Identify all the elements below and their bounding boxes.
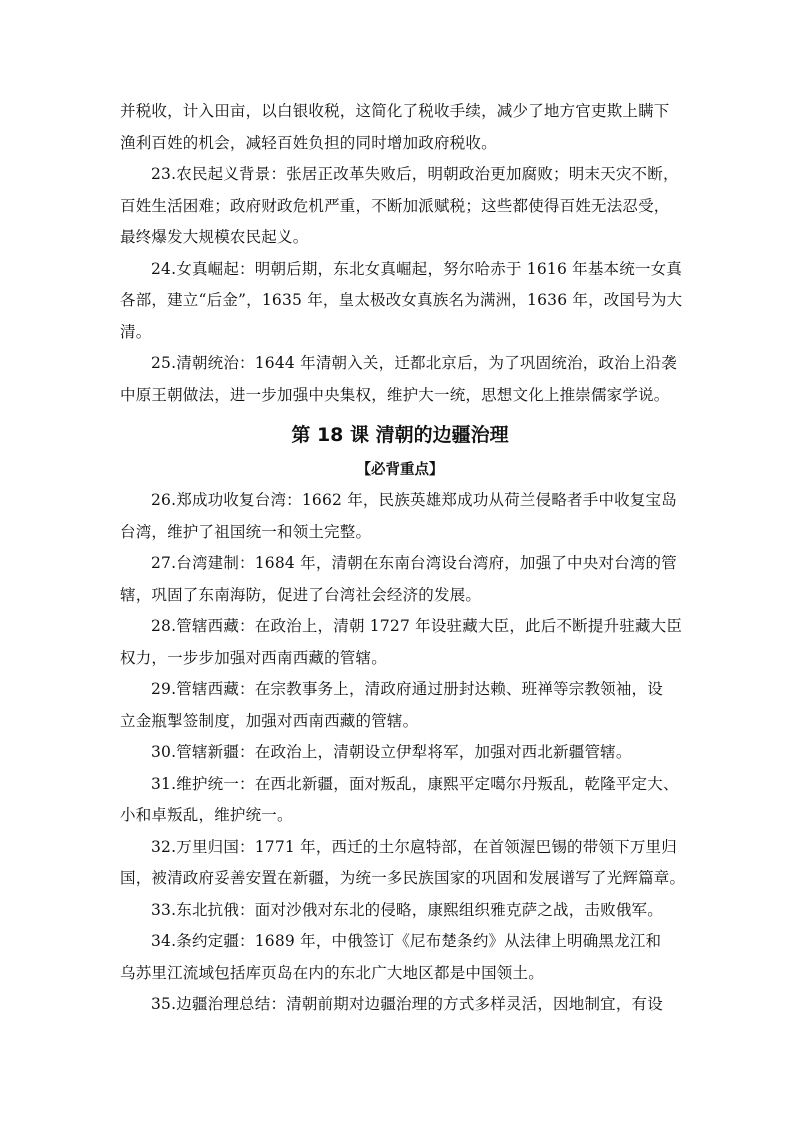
text-line: 小和卓叛乱，维护统一。 xyxy=(120,806,293,824)
paragraph-26 xyxy=(120,485,680,548)
document-page xyxy=(120,96,686,1021)
paragraph-32 xyxy=(120,832,686,895)
text-line: 立金瓶掣签制度，加强对西南西藏的管辖。 xyxy=(120,711,419,730)
paragraph-33 xyxy=(120,895,680,927)
paragraph-29 xyxy=(120,674,680,737)
text-line: 24.女真崛起：明朝后期，东北女真崛起，努尔哈赤于 1616 年基本统一女真 xyxy=(151,259,683,278)
text-line: 最终爆发大规模农民起义。 xyxy=(120,228,309,246)
text-line: 31.维护统一：在西北新疆，面对叛乱，康熙平定噶尔丹叛乱，乾隆平定大、 xyxy=(151,774,679,793)
paragraph-31 xyxy=(120,769,680,832)
paragraph-27 xyxy=(120,548,680,611)
text-line: 乌苏里江流域包括库页岛在内的东北广大地区都是中国领土。 xyxy=(120,963,544,982)
text-line: 国，被清政府妥善安置在新疆，为统一多民族国家的巩固和发展谱写了光辉篇章。 xyxy=(120,869,686,887)
paragraph-28 xyxy=(120,611,683,674)
text-line: 30.管辖新疆：在政治上，清朝设立伊犁将军，加强对西北新疆管辖。 xyxy=(151,743,632,761)
paragraph-30 xyxy=(120,737,680,769)
lesson-title: 第 18 课 清朝的边疆治理 xyxy=(291,424,509,446)
text-line: 渔利百姓的机会，减轻百姓负担的同时增加政府税收。 xyxy=(120,133,497,152)
paragraph-34 xyxy=(120,926,680,989)
text-line: 28.管辖西藏：在政治上，清朝 1727 年设驻藏大臣，此后不断提升驻藏大臣 xyxy=(151,617,683,635)
text-line: 25.清朝统治：1644 年清朝入关，迁都北京后，为了巩固统治，政治上沿袭 xyxy=(151,354,677,372)
text-line: 26.郑成功收复台湾：1662 年，民族英雄郑成功从荷兰侵略者手中收复宝岛 xyxy=(151,491,677,509)
text-line: 百姓生活困难；政府财政危机严重，不断加派赋税；这些都使得百姓无法忍受， xyxy=(120,196,670,215)
paragraph-35 xyxy=(120,989,680,1021)
text-line: 权力，一步步加强对西南西藏的管辖。 xyxy=(120,648,387,667)
text-line: 32.万里归国：1771 年，西迁的土尔扈特部，在首领渥巴锡的带领下万里归 xyxy=(151,837,677,856)
section-title: 【必背重点】 xyxy=(356,462,444,478)
text-line: 台湾，维护了祖国统一和领土完整。 xyxy=(120,522,372,541)
paragraph-23 xyxy=(120,159,680,254)
text-line: 辖，巩固了东南海防，促进了台湾社会经济的发展。 xyxy=(120,585,482,604)
text-line: 并税收，计入田亩，以白银收税，这简化了税收手续，减少了地方官吏欺上瞒下 xyxy=(120,102,670,120)
text-line: 各部，建立“后金”，1635 年，皇太极改女真族名为满洲，1636 年，改国号为大 xyxy=(120,291,683,309)
text-line: 23.农民起义背景：张居正改革失败后，明朝政治更加腐败；明末天灾不断， xyxy=(151,165,679,183)
paragraph-tax-reform-continued xyxy=(120,96,680,159)
text-line: 清。 xyxy=(120,322,152,341)
text-line: 35.边疆治理总结：清朝前期对边疆治理的方式多样灵活，因地制宜，有设 xyxy=(151,995,663,1013)
paragraph-24 xyxy=(120,254,683,349)
text-line: 34.条约定疆：1689 年，中俄签订《尼布楚条约》从法律上明确黑龙江和 xyxy=(151,932,662,950)
paragraph-25 xyxy=(120,348,680,411)
text-line: 27.台湾建制：1684 年，清朝在东南台湾设台湾府，加强了中央对台湾的管 xyxy=(151,554,677,572)
text-line: 中原王朝做法，进一步加强中央集权，维护大一统，思想文化上推崇儒家学说。 xyxy=(120,385,670,404)
text-line: 29.管辖西藏：在宗教事务上，清政府通过册封达赖、班禅等宗教领袖，设 xyxy=(151,680,663,698)
text-line: 33.东北抗俄：面对沙俄对东北的侵略，康熙组织雅克萨之战，击败俄军。 xyxy=(151,900,663,919)
